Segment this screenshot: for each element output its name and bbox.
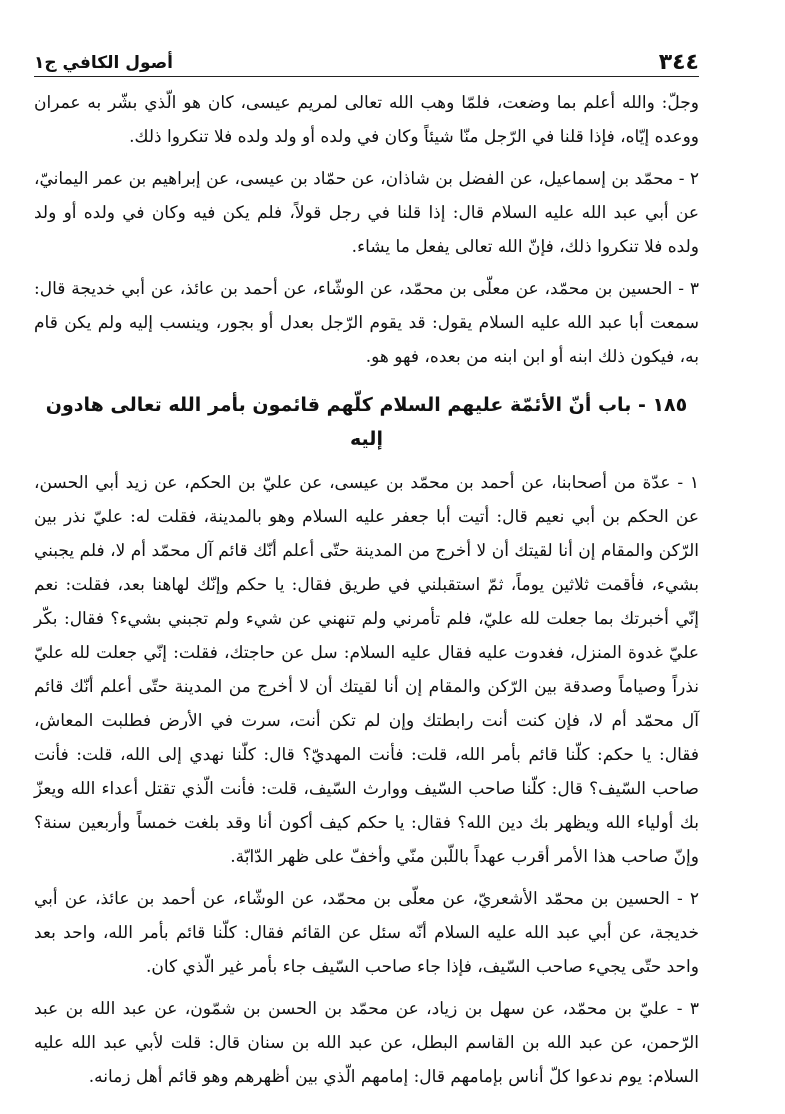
hadith-2-b: ٢ - الحسين بن محمّد الأشعريّ، عن معلّى بن محمّد، عن الوشّاء، عن أحمد بن عائذ، عن أبي خديجة، عن أبي عبد الله عليه السلام أنّه سئل عن القائم فقال: كلّنا قائم بأمر الله، واحد بعد واحد حتّى يجيء صاحب السّيف، فإذا جاء صاحب السّيف جاء بأمر غير الّذي كان. — [34, 889, 699, 977]
chapter-heading: ١٨٥ - باب أنّ الأئمّة عليهم السلام كلّهم قائمون بأمر الله تعالى هادون إليه — [45, 394, 688, 450]
page-number: ٣٤٤ — [658, 50, 699, 75]
running-title: أصول الكافي ج١ — [34, 53, 173, 73]
paragraph-continuation: وجلّ: والله أعلم بما وضعت، فلمّا وهب الله تعالى لمريم عيسى، كان هو الّذي بشّر به عمران ووعده إيّاه، فإذا قلنا في الرّجل منّا شيئاً وكان في ولده أو ولد ولده فلا تنكروا ذلك. — [34, 93, 699, 147]
page-body — [34, 86, 699, 1094]
hadith-3-b: ٣ - عليّ بن محمّد، عن سهل بن زياد، عن محمّد بن الحسن بن شمّون، عن عبد الله بن عبد الرّحمن، عن عبد الله بن القاسم البطل، عن عبد الله بن سنان قال: قلت لأبي عبد الله عليه السلام: يوم ندعوا كلّ أناس بإمامهم قال: إمامهم الّذي بين أظهرهم وهو قائم أهل زمانه. — [34, 999, 699, 1087]
page-header — [34, 40, 699, 76]
hadith-3: ٣ - الحسين بن محمّد، عن معلّى بن محمّد، عن الوشّاء، عن أحمد بن عائذ، عن أبي خديجة قال: سمعت أبا عبد الله عليه السلام يقول: قد يقوم الرّجل بعدل أو بجور، وينسب إليه ولم يكن قام به، فيكون ذلك ابنه أو ابن ابنه من بعده، فهو هو. — [34, 279, 699, 367]
header-rule — [34, 76, 699, 77]
hadith-1: ١ - عدّة من أصحابنا، عن أحمد بن محمّد بن عيسى، عن عليّ بن الحكم، عن زيد أبي الحسن، عن الحكم بن أبي نعيم قال: أتيت أبا جعفر عليه السلام وهو بالمدينة، فقلت له: عليّ نذر بين الرّكن والمقام إن أنا لقيتك أن لا أخرج من المدينة حتّى أعلم أنّك قائم آل محمّد أم لا، فلم يجبني بشيء، فأقمت ثلاثين يوماً، ثمّ استقبلني في طريق فقال: يا حكم وإنّك لهاهنا بعد، فقلت: نعم إنّي أخبرتك بما جعلت لله عليّ، فلم تأمرني ولم تنهني عن شيء ولم تجبني بشيء؟ فقال: بكّر عليّ غدوة المنزل، فغدوت عليه فقال عليه السلام: سل عن حاجتك، فقلت: إنّي جعلت لله عليّ نذراً وصياماً وصدقة بين الرّكن والمقام إن أنا لقيتك أن لا أخرج من المدينة حتّى أعلم أنّك قائم آل محمّد أم لا، فإن كنت أنت رابطتك وإن لم تكن أنت، سرت في الأرض فطلبت المعاش، فقال: يا حكم: كلّنا قائم بأمر الله، قلت: فأنت المهديّ؟ قال: كلّنا نهدي إلى الله، قلت: فأنت صاحب السّيف؟ قال: كلّنا صاحب السّيف ووارث السّيف، قلت: فأنت الّذي تقتل أعداء الله ويعزّ بك أولياء الله ويظهر بك دين الله؟ فقال: يا حكم كيف أكون أنا وقد بلغت خمساً وأربعين سنة؟ وإنّ صاحب هذا الأمر أقرب عهداً باللّبن منّي وأخفّ على ظهر الدّابّة. — [34, 473, 699, 867]
hadith-2: ٢ - محمّد بن إسماعيل، عن الفضل بن شاذان، عن حمّاد بن عيسى، عن إبراهيم بن عمر اليمانيّ، عن أبي عبد الله عليه السلام قال: إذا قلنا في رجل قولاً، فلم يكن فيه وكان في ولده أو ولد ولده فلا تنكروا ذلك، فإنّ الله تعالى يفعل ما يشاء. — [34, 169, 699, 257]
